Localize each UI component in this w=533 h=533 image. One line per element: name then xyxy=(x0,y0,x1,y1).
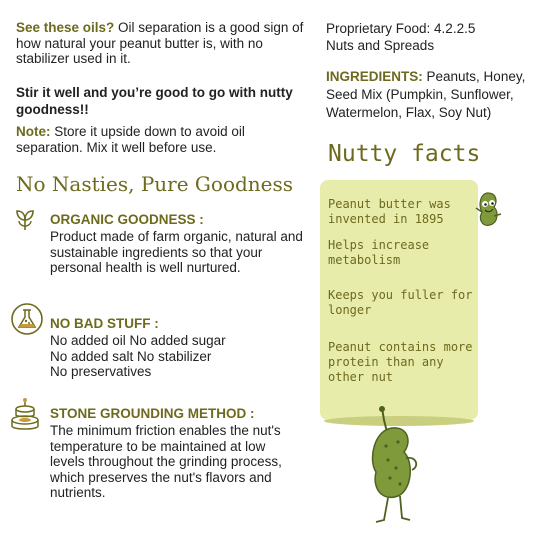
feature-body: Product made of farm organic, natural and sustainable ingredients so that your personal health is well nurtured. xyxy=(50,229,303,275)
intro-lead: See these oils? xyxy=(16,20,115,35)
leaf-sprout-icon xyxy=(12,206,38,232)
feature-organic xyxy=(50,212,308,276)
nutty-facts-title: Nutty facts xyxy=(328,141,481,167)
proprietary-line: Proprietary Food: 4.2.2.5 xyxy=(326,21,476,36)
feature-line: No added oil No added sugar xyxy=(50,333,226,348)
note-text: Store it upside down to avoid oil separation. Mix it well before use. xyxy=(16,124,245,155)
proprietary-food xyxy=(326,20,526,54)
feature-line: No preservatives xyxy=(50,364,152,379)
feature-title: ORGANIC GOODNESS : xyxy=(50,212,204,227)
section-heading: No Nasties, Pure Goodness xyxy=(16,172,294,196)
feature-stone-grounding xyxy=(50,406,290,501)
fact-item: Peanut butter was invented in 1895 xyxy=(328,197,451,226)
peeking-peanut-icon xyxy=(474,190,504,240)
intro-paragraph xyxy=(16,20,306,67)
proprietary-line: Nuts and Spreads xyxy=(326,38,435,53)
peanut-mascot-icon xyxy=(360,406,430,530)
stir-callout: Stir it well and you’re good to go with nutty goodness!! xyxy=(16,84,293,117)
ingredients-label: INGREDIENTS: xyxy=(326,69,423,84)
lab-flask-icon xyxy=(10,302,44,341)
feature-title: NO BAD STUFF : xyxy=(50,316,159,331)
grinding-stone-icon xyxy=(8,396,42,439)
note-paragraph xyxy=(16,124,306,155)
fact-item: Helps increase metabolism xyxy=(328,238,430,267)
ingredients xyxy=(326,68,526,122)
ingredients-text: Peanuts, Honey, Seed Mix (Pumpkin, Sunflower, Watermelon, Flax, Soy Nut) xyxy=(326,69,526,120)
fact-item: Keeps you fuller for longer xyxy=(328,288,473,317)
feature-title: STONE GROUNDING METHOD : xyxy=(50,406,255,421)
note-label: Note: xyxy=(16,124,51,139)
intro-text: Oil separation is a good sign of how natural your peanut butter is, with no stabilizer used in it. xyxy=(16,20,304,66)
fact-item: Peanut contains more protein than any other nut xyxy=(328,340,473,384)
feature-line: No added salt No stabilizer xyxy=(50,348,212,364)
feature-body: The minimum friction enables the nut's temperature to be maintained at low levels throughout the grinding process, which preserves the nut's flavors and nutrients. xyxy=(50,423,282,500)
feature-no-bad-stuff xyxy=(50,316,308,380)
